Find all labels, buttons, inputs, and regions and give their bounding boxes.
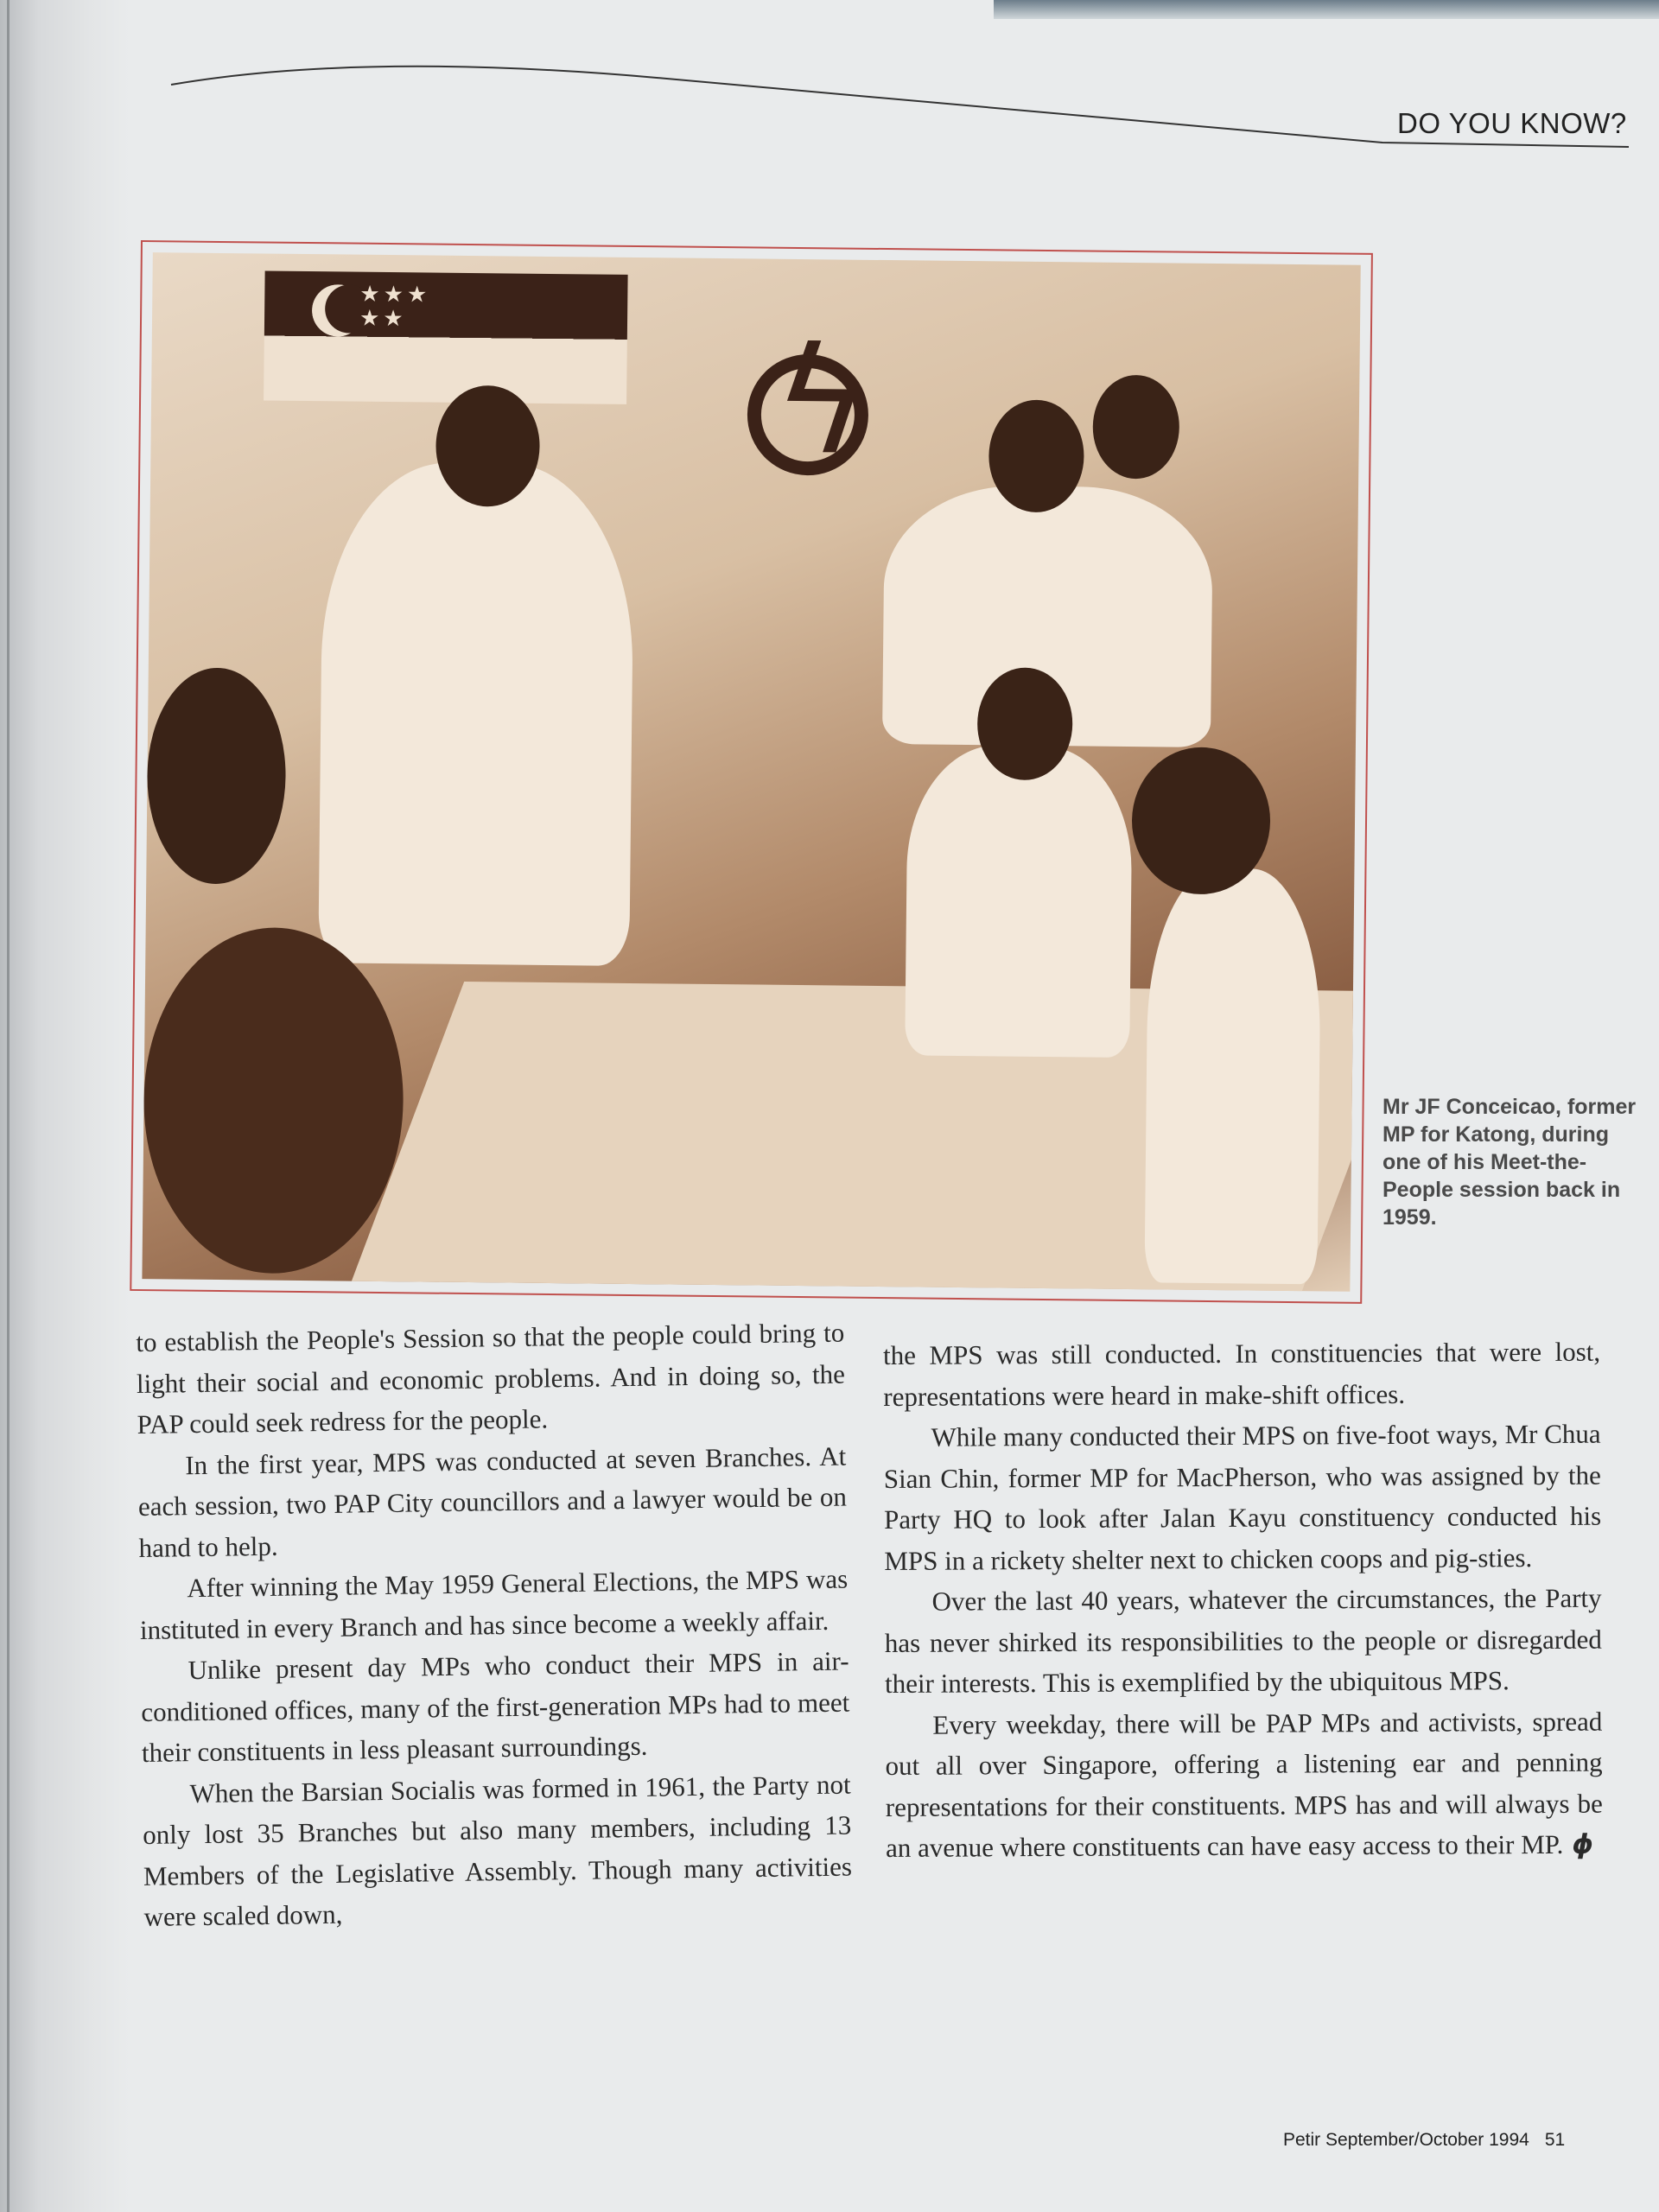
singapore-flag xyxy=(264,271,628,404)
photo-caption: Mr JF Conceicao, former MP for Katong, during one of his Meet-the-People session back in 1959. xyxy=(1382,1095,1637,1230)
paragraph: In the first year, MPS was conducted at seven Branches. At each session, two PAP City councillors and a lawyer would be on hand to help. xyxy=(137,1440,848,1563)
header-rule xyxy=(0,0,1659,173)
page-edge xyxy=(7,0,10,2212)
paragraph: Unlike present day MPs who conduct their MPS in air-conditioned offices, many of the first-generation MPs had to meet their constituents in less pleasant surroundings. xyxy=(141,1645,850,1768)
head-foreground xyxy=(142,926,404,1274)
article-column-right xyxy=(883,1332,1603,1870)
photo-frame xyxy=(130,240,1373,1304)
page-footer xyxy=(1283,2130,1565,2151)
paragraph: Over the last 40 years, whatever the circumstances, the Party has never shirked its responsibilities to the people or disregarded their interests. This is exemplified by the ubiquitous MPS. xyxy=(884,1582,1602,1699)
lightning-bolt-icon: ϟ xyxy=(772,315,872,488)
page-number: 51 xyxy=(1544,2130,1566,2150)
section-kicker: DO YOU KNOW? xyxy=(1397,107,1627,139)
paragraph: While many conducted their MPS on five-foot ways, Mr Chua Sian Chin, former MP for MacPherson, who was assigned by the Party HQ to look after Jalan Kayu constituency conducted his MPS in a rickety shelter next to chicken coops and pig-sties. xyxy=(883,1418,1602,1576)
head xyxy=(146,667,287,885)
paragraph: to establish the People's Session so that the people could bring to light their social and economic problems. And in doing so, the PAP could seek redress for the people. xyxy=(136,1317,846,1440)
stars-icon: ★★★ ★★ xyxy=(359,281,431,332)
article-column-left xyxy=(136,1313,853,1938)
head xyxy=(1092,375,1179,480)
paragraph: Every weekday, there will be PAP MPs and activists, spread out all over Singapore, offering a listening ear and penning representations for their constituents. MPS has and will always be an avenue where constituents can have easy access to their MP. xyxy=(885,1706,1603,1863)
book-spine-shadow xyxy=(0,0,130,2212)
historical-photo xyxy=(142,252,1360,1292)
end-mark-icon: ϕ xyxy=(1572,1828,1594,1860)
publication-name: Petir September/October 1994 xyxy=(1283,2130,1529,2150)
man-standing xyxy=(318,461,634,966)
man-seated xyxy=(1144,868,1321,1284)
paragraph: When the Barsian Socialis was formed in 1961, the Party not only lost 35 Branches but also many members, including 13 Members of the Legislative Assembly. Though many activities were scaled down, xyxy=(143,1768,853,1932)
paragraph: the MPS was still conducted. In constituencies that were lost, representations were heard in make-shift offices. xyxy=(883,1336,1601,1412)
paragraph: After winning the May 1959 General Elections, the MPS was instituted in every Branch and has since become a weekly affair. xyxy=(139,1563,849,1645)
man-seated xyxy=(905,744,1133,1058)
